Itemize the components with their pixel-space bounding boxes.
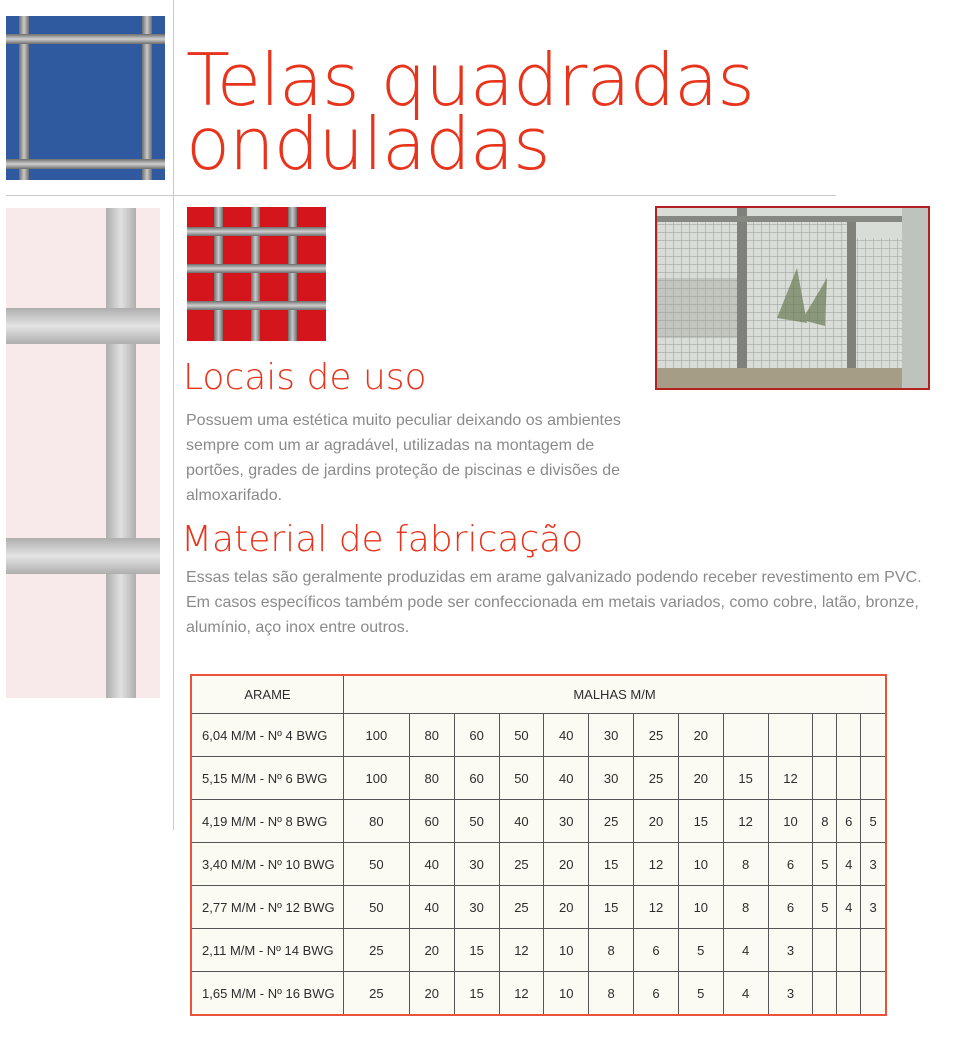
mesh-value-cell: 60 <box>454 757 499 800</box>
mesh-value-cell <box>861 929 886 972</box>
material-heading: Material de fabricação <box>181 519 584 560</box>
mesh-value-cell: 50 <box>499 714 544 757</box>
mesh-value-cell: 60 <box>454 714 499 757</box>
mesh-value-cell: 20 <box>678 757 723 800</box>
page-title-line1: Telas quadradas <box>186 38 754 122</box>
mesh-value-cell: 12 <box>499 929 544 972</box>
page-title-line2: onduladas <box>186 102 550 186</box>
wire-gauge-cell: 4,19 M/M - Nº 8 BWG <box>191 800 344 843</box>
mesh-value-cell: 3 <box>861 886 886 929</box>
table-row <box>191 886 886 929</box>
table-row <box>191 929 886 972</box>
mesh-value-cell: 20 <box>634 800 679 843</box>
mesh-value-cell: 5 <box>861 800 886 843</box>
mesh-value-cell: 20 <box>544 843 589 886</box>
wire-gauge-cell: 2,11 M/M - Nº 14 BWG <box>191 929 344 972</box>
mesh-value-cell: 25 <box>499 886 544 929</box>
mesh-value-cell: 30 <box>454 886 499 929</box>
mesh-value-cell: 15 <box>454 929 499 972</box>
mesh-value-cell: 8 <box>723 886 768 929</box>
mesh-value-cell: 3 <box>768 929 813 972</box>
mesh-value-cell: 50 <box>344 886 410 929</box>
mesh-value-cell: 40 <box>409 843 454 886</box>
mesh-value-cell: 15 <box>454 972 499 1016</box>
mesh-value-cell: 20 <box>409 929 454 972</box>
mesh-value-cell: 25 <box>589 800 634 843</box>
mesh-value-cell: 30 <box>544 800 589 843</box>
mesh-value-cell <box>861 972 886 1016</box>
page-title <box>186 38 826 186</box>
wire-gauge-cell: 5,15 M/M - Nº 6 BWG <box>191 757 344 800</box>
mesh-value-cell: 40 <box>544 714 589 757</box>
mesh-value-cell: 25 <box>634 757 679 800</box>
mesh-value-cell: 8 <box>813 800 837 843</box>
mesh-value-cell: 40 <box>409 886 454 929</box>
red-square-mesh-image <box>187 207 326 341</box>
mesh-value-cell <box>768 714 813 757</box>
mesh-value-cell: 10 <box>544 972 589 1016</box>
mesh-value-cell: 3 <box>861 843 886 886</box>
mesh-value-cell: 20 <box>544 886 589 929</box>
mesh-value-cell: 12 <box>634 843 679 886</box>
mesh-value-cell: 10 <box>678 843 723 886</box>
mesh-value-cell: 50 <box>499 757 544 800</box>
fence-illustration <box>657 208 928 388</box>
wire-gauge-cell: 2,77 M/M - Nº 12 BWG <box>191 886 344 929</box>
mesh-value-cell: 4 <box>837 843 861 886</box>
mesh-value-cell: 4 <box>837 886 861 929</box>
mesh-value-cell: 20 <box>409 972 454 1016</box>
mesh-value-cell <box>861 714 886 757</box>
mesh-value-cell: 25 <box>634 714 679 757</box>
mesh-value-cell: 6 <box>634 972 679 1016</box>
mesh-value-cell: 15 <box>678 800 723 843</box>
locais-text: Possuem uma estética muito peculiar deixando os ambientes sempre com um ar agradável, utilizadas na montagem de portões, grades de jardins proteção de piscinas e divisões de almoxarifado. <box>186 412 621 504</box>
faded-mesh-decoration <box>6 208 160 698</box>
mesh-value-cell: 25 <box>344 929 410 972</box>
mesh-value-cell: 12 <box>723 800 768 843</box>
mesh-value-cell: 100 <box>344 714 410 757</box>
mesh-value-cell: 6 <box>837 800 861 843</box>
mesh-value-cell: 10 <box>544 929 589 972</box>
mesh-value-cell <box>813 972 837 1016</box>
mesh-value-cell: 3 <box>768 972 813 1016</box>
horizontal-divider <box>6 195 836 196</box>
mesh-value-cell: 6 <box>768 843 813 886</box>
mesh-value-cell <box>813 929 837 972</box>
mesh-value-cell <box>837 714 861 757</box>
mesh-value-cell: 8 <box>589 972 634 1016</box>
mesh-value-cell: 12 <box>499 972 544 1016</box>
mesh-value-cell: 10 <box>678 886 723 929</box>
mesh-value-cell: 80 <box>409 757 454 800</box>
mesh-value-cell: 12 <box>768 757 813 800</box>
mesh-value-cell: 25 <box>344 972 410 1016</box>
table-row <box>191 972 886 1016</box>
header-arame: ARAME <box>191 675 344 714</box>
header-malhas: MALHAS M/M <box>344 675 887 714</box>
mesh-value-cell: 15 <box>589 843 634 886</box>
mesh-value-cell: 12 <box>634 886 679 929</box>
mesh-value-cell: 30 <box>454 843 499 886</box>
mesh-fence-photo <box>655 206 930 390</box>
mesh-value-cell: 8 <box>589 929 634 972</box>
table-row <box>191 843 886 886</box>
wire-gauge-cell: 3,40 M/M - Nº 10 BWG <box>191 843 344 886</box>
mesh-value-cell: 60 <box>409 800 454 843</box>
mesh-value-cell: 5 <box>678 972 723 1016</box>
mesh-value-cell: 5 <box>678 929 723 972</box>
mesh-value-cell <box>813 714 837 757</box>
mesh-value-cell: 40 <box>544 757 589 800</box>
table-header-row <box>191 675 886 714</box>
mesh-value-cell <box>723 714 768 757</box>
table-row <box>191 714 886 757</box>
mesh-value-cell: 50 <box>344 843 410 886</box>
mesh-value-cell: 30 <box>589 757 634 800</box>
mesh-value-cell: 6 <box>634 929 679 972</box>
mesh-value-cell: 80 <box>409 714 454 757</box>
table-row <box>191 800 886 843</box>
mesh-value-cell: 100 <box>344 757 410 800</box>
material-text: Essas telas são geralmente produzidas em arame galvanizado podendo receber revestimento em PVC. Em casos específicos também pode ser confeccionada em metais variados, como cobre, latão, bronze, alumínio, aço inox entre outros. <box>186 569 922 636</box>
mesh-value-cell <box>813 757 837 800</box>
mesh-value-cell: 40 <box>499 800 544 843</box>
mesh-value-cell: 4 <box>723 972 768 1016</box>
mesh-value-cell <box>837 929 861 972</box>
wire-gauge-cell: 1,65 M/M - Nº 16 BWG <box>191 972 344 1016</box>
mesh-value-cell <box>861 757 886 800</box>
mesh-value-cell: 15 <box>723 757 768 800</box>
mesh-value-cell: 50 <box>454 800 499 843</box>
mesh-value-cell <box>837 757 861 800</box>
mesh-value-cell: 80 <box>344 800 410 843</box>
vertical-divider <box>173 0 174 830</box>
mesh-value-cell: 25 <box>499 843 544 886</box>
mesh-value-cell: 5 <box>813 886 837 929</box>
mesh-spec-table <box>190 674 887 1016</box>
mesh-value-cell: 15 <box>589 886 634 929</box>
mesh-value-cell <box>837 972 861 1016</box>
table-body <box>191 714 886 1016</box>
blue-square-mesh-image <box>6 16 165 180</box>
locais-heading: Locais de uso <box>183 357 427 398</box>
mesh-value-cell: 4 <box>723 929 768 972</box>
mesh-value-cell: 10 <box>768 800 813 843</box>
mesh-value-cell: 30 <box>589 714 634 757</box>
table-row <box>191 757 886 800</box>
mesh-value-cell: 8 <box>723 843 768 886</box>
mesh-value-cell: 6 <box>768 886 813 929</box>
mesh-value-cell: 20 <box>678 714 723 757</box>
mesh-value-cell: 5 <box>813 843 837 886</box>
wire-gauge-cell: 6,04 M/M - Nº 4 BWG <box>191 714 344 757</box>
